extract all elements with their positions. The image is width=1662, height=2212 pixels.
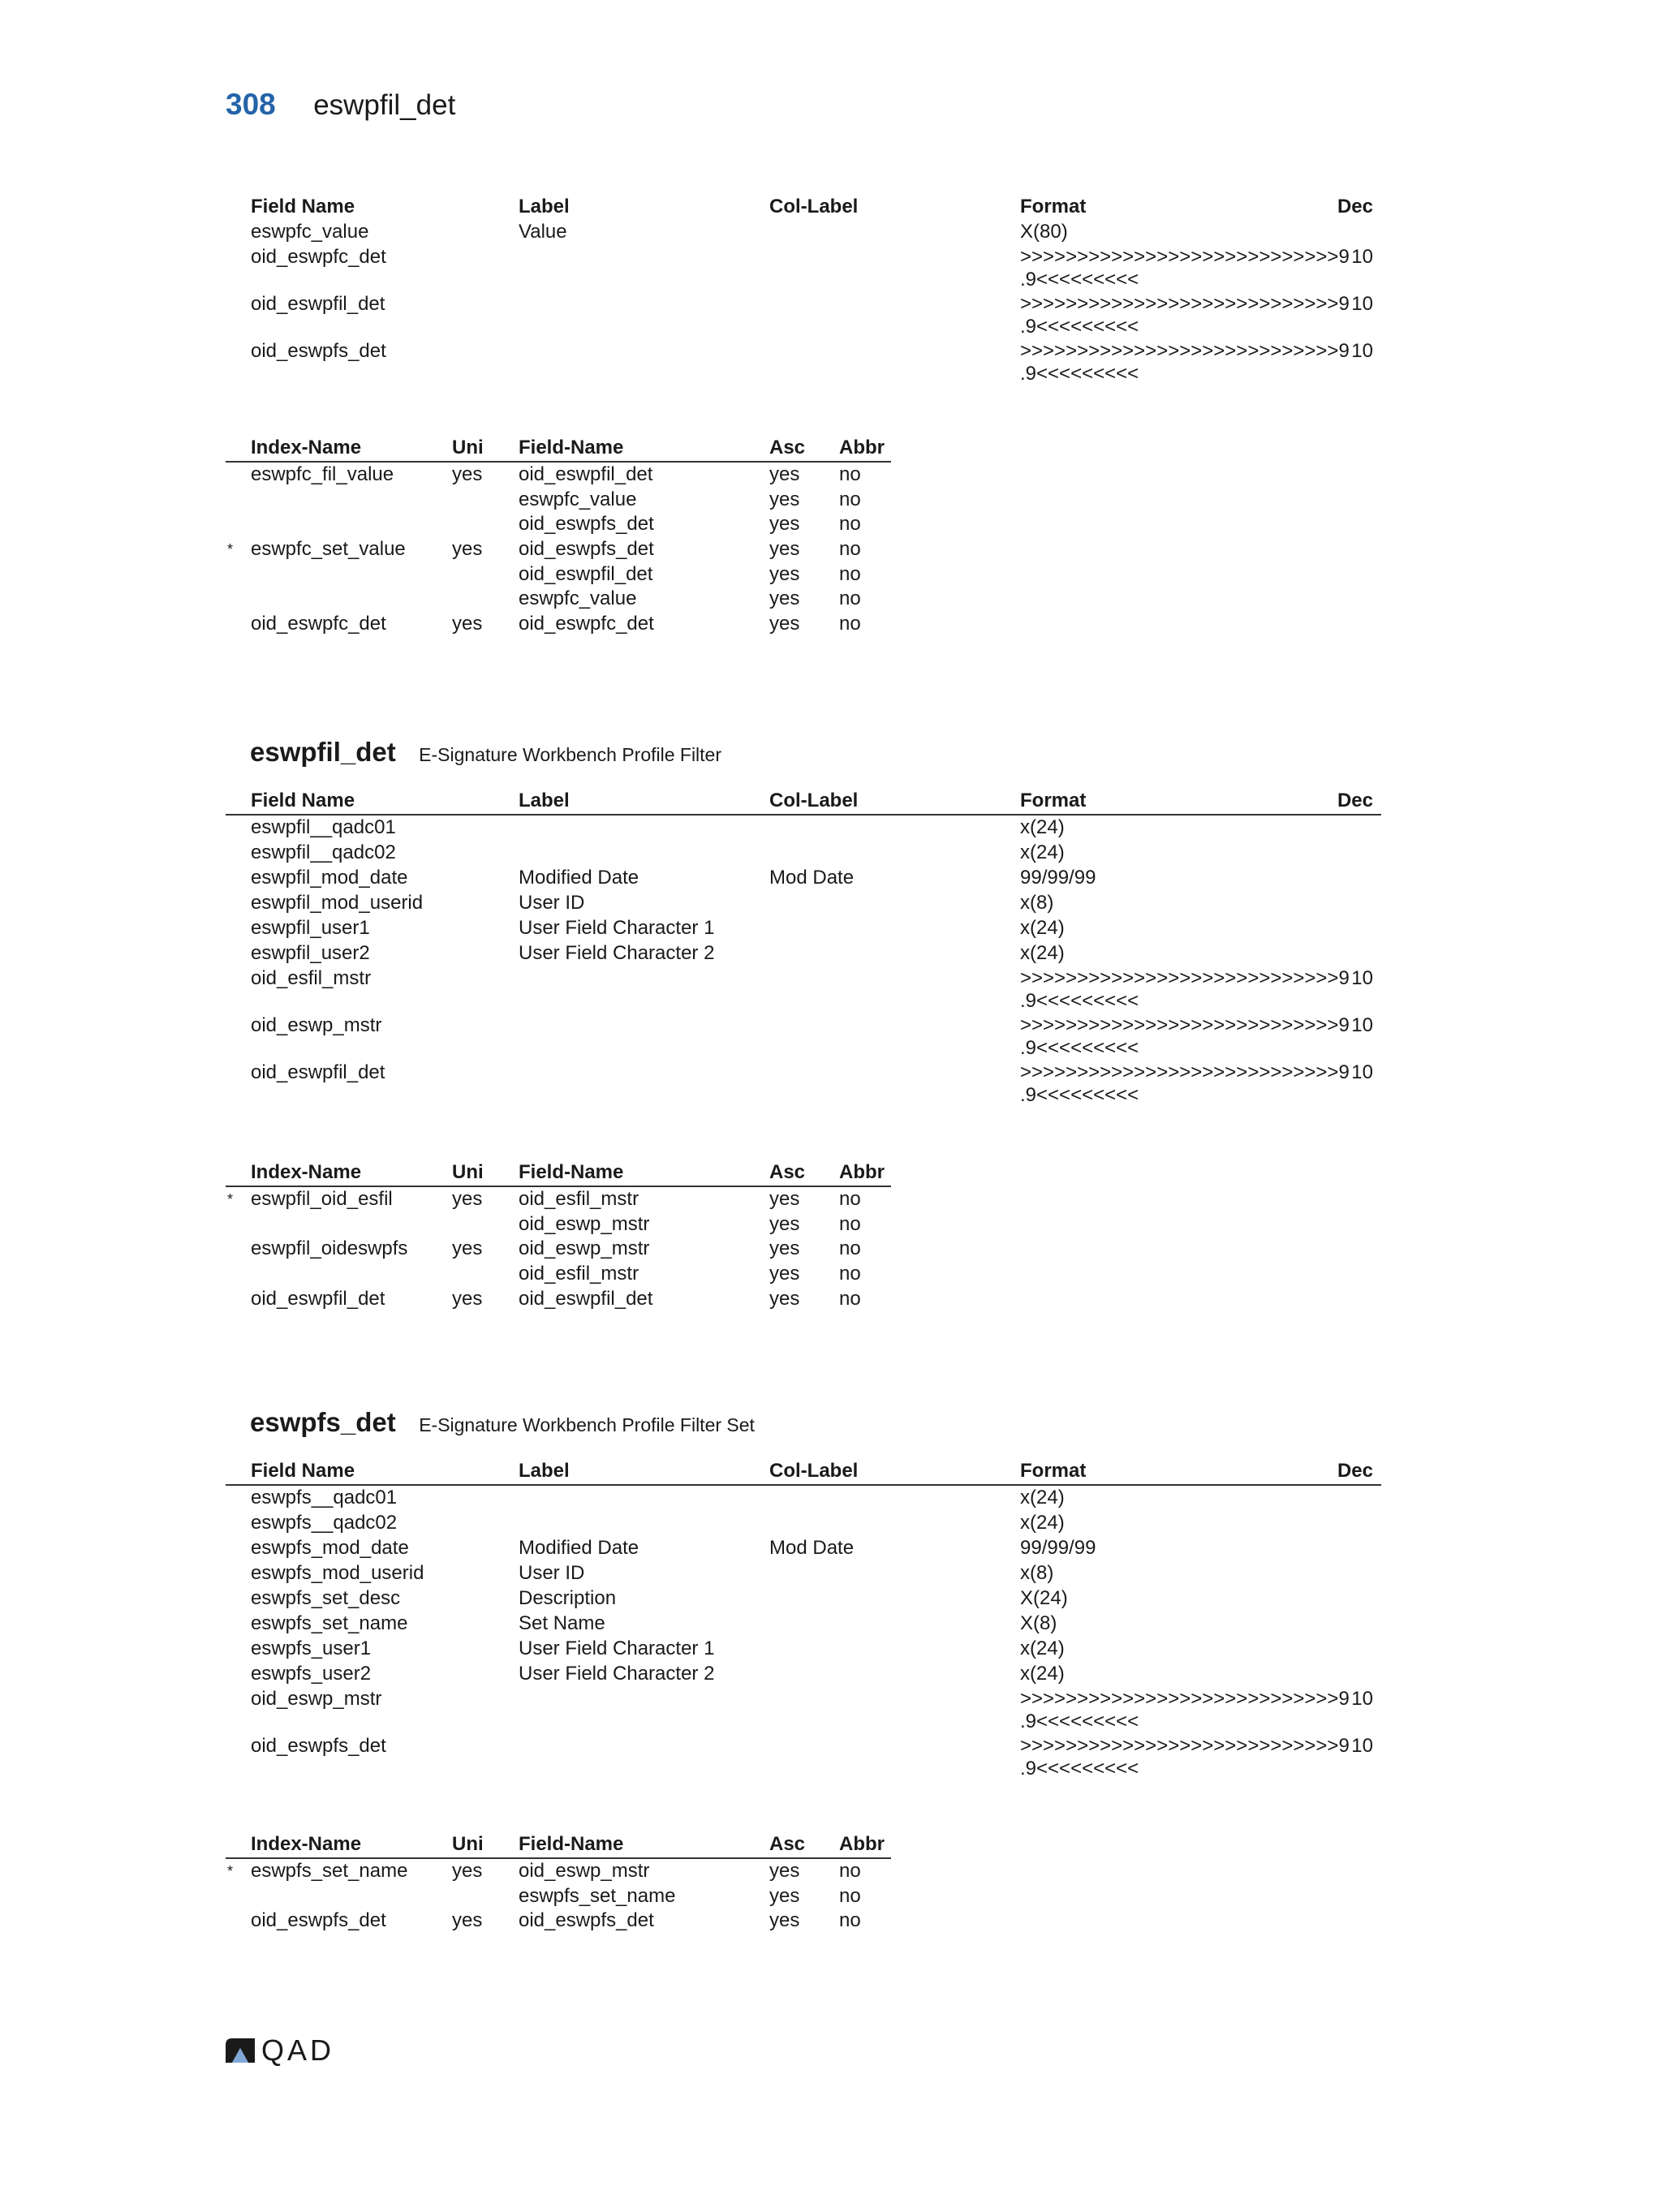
index-row <box>226 1859 891 1884</box>
field-row <box>226 866 1381 891</box>
field-row <box>226 1013 1381 1061</box>
col-index-name: Index-Name <box>251 1161 362 1183</box>
field-name: eswpfil__qadc02 <box>251 841 396 863</box>
table-heading <box>250 1407 755 1438</box>
index-field: oid_eswpfil_det <box>519 463 653 485</box>
field-row <box>226 245 1381 292</box>
index-abbr: no <box>839 1188 861 1210</box>
col-dec: Dec <box>1337 196 1373 217</box>
index-field: oid_eswpfc_det <box>519 613 654 635</box>
index-abbr: no <box>839 1263 861 1285</box>
index-asc: yes <box>769 1237 800 1260</box>
index-asc: yes <box>769 488 800 510</box>
field-format: x(24) <box>1020 1663 1065 1685</box>
field-label: Modified Date <box>519 1537 639 1559</box>
field-row <box>226 966 1381 1013</box>
field-format-cont: .9<<<<<<<<< <box>1020 1711 1139 1732</box>
field-label: User ID <box>519 892 585 914</box>
index-asc: yes <box>769 463 800 485</box>
index-row <box>226 537 891 562</box>
field-dec: 10 <box>1351 246 1373 268</box>
index-asc: yes <box>769 1884 800 1907</box>
index-field: eswpfc_value <box>519 587 637 610</box>
index-unique: yes <box>452 1188 483 1210</box>
col-label: Label <box>519 790 570 811</box>
fields-header <box>226 195 1381 220</box>
field-row <box>226 1511 1381 1536</box>
field-format: 99/99/99 <box>1020 1537 1096 1559</box>
field-row <box>226 1687 1381 1734</box>
index-asc: yes <box>769 562 800 585</box>
col-index-name: Index-Name <box>251 437 362 458</box>
index-abbr: no <box>839 1237 861 1260</box>
index-unique: yes <box>452 1237 483 1260</box>
index-row <box>226 612 891 637</box>
index-asc: yes <box>769 538 800 561</box>
index-field: oid_eswp_mstr <box>519 1212 650 1235</box>
index-field: oid_eswpfs_det <box>519 513 654 536</box>
index-asc: yes <box>769 1212 800 1235</box>
index-table-0 <box>226 436 891 637</box>
field-dec: 10 <box>1351 967 1373 989</box>
field-col-label: Mod Date <box>769 1537 855 1559</box>
index-abbr: no <box>839 538 861 561</box>
index-name: eswpfil_oid_esfil <box>251 1188 393 1210</box>
index-abbr: no <box>839 562 861 585</box>
index-unique: yes <box>452 463 483 485</box>
index-name: eswpfc_fil_value <box>251 463 394 485</box>
qad-logo-icon <box>224 2037 256 2064</box>
field-name: eswpfs_user1 <box>251 1637 372 1659</box>
index-table-1 <box>226 1160 891 1311</box>
col-dec: Dec <box>1337 1460 1373 1482</box>
field-row <box>226 1662 1381 1687</box>
qad-logo-text: QAD <box>261 2033 335 2067</box>
field-format: >>>>>>>>>>>>>>>>>>>>>>>>>>>>9 <box>1020 1688 1350 1710</box>
field-format-cont: .9<<<<<<<<< <box>1020 316 1139 338</box>
col-asc: Asc <box>769 437 806 458</box>
index-row <box>226 512 891 537</box>
field-format-cont: .9<<<<<<<<< <box>1020 1084 1139 1106</box>
index-row <box>226 1187 891 1212</box>
field-dec: 10 <box>1351 1014 1373 1036</box>
field-label: User Field Character 2 <box>519 942 715 964</box>
index-abbr: no <box>839 1909 861 1932</box>
index-field: oid_eswpfil_det <box>519 562 653 585</box>
field-row <box>226 1586 1381 1612</box>
fields-table-0 <box>226 195 1381 386</box>
field-format: x(8) <box>1020 1562 1054 1584</box>
field-format: x(24) <box>1020 816 1065 838</box>
field-name: oid_eswpfs_det <box>251 340 386 362</box>
col-uni: Uni <box>452 1833 484 1855</box>
table-name: eswpfs_det <box>250 1407 396 1437</box>
field-name: eswpfil_user1 <box>251 917 370 939</box>
field-row <box>226 1536 1381 1561</box>
field-format: x(24) <box>1020 942 1065 964</box>
index-header <box>226 1832 891 1859</box>
field-col-label: Mod Date <box>769 867 855 889</box>
index-asc: yes <box>769 587 800 610</box>
index-name: eswpfc_set_value <box>251 538 406 561</box>
index-name: oid_eswpfs_det <box>251 1909 386 1932</box>
col-field-name: Field Name <box>251 790 355 811</box>
field-name: oid_eswpfc_det <box>251 246 386 268</box>
field-label: User Field Character 1 <box>519 1637 715 1659</box>
index-table-2 <box>226 1832 891 1934</box>
field-format: x(24) <box>1020 1487 1065 1508</box>
field-name: oid_eswp_mstr <box>251 1688 382 1710</box>
field-format: >>>>>>>>>>>>>>>>>>>>>>>>>>>>9 <box>1020 1061 1350 1083</box>
field-dec: 10 <box>1351 1061 1373 1083</box>
field-format: 99/99/99 <box>1020 867 1096 889</box>
col-uni: Uni <box>452 437 484 458</box>
field-row <box>226 1734 1381 1781</box>
col-index-field-name: Field-Name <box>519 1833 624 1855</box>
field-label: User Field Character 1 <box>519 917 715 939</box>
field-name: eswpfs__qadc01 <box>251 1487 398 1508</box>
index-row <box>226 562 891 587</box>
col-dec: Dec <box>1337 790 1373 811</box>
col-abbr: Abbr <box>839 437 885 458</box>
fields-table-2 <box>226 1459 1381 1781</box>
index-row <box>226 1909 891 1934</box>
fields-header <box>226 789 1381 816</box>
col-uni: Uni <box>452 1161 484 1183</box>
field-name: eswpfs_mod_date <box>251 1537 409 1559</box>
field-name: eswpfil_mod_userid <box>251 892 424 914</box>
field-dec: 10 <box>1351 340 1373 362</box>
field-name: eswpfs_mod_userid <box>251 1562 424 1584</box>
field-format: >>>>>>>>>>>>>>>>>>>>>>>>>>>>9 <box>1020 1735 1350 1757</box>
field-row <box>226 891 1381 916</box>
field-row <box>226 916 1381 941</box>
table-description: E-Signature Workbench Profile Filter <box>419 744 722 765</box>
col-index-field-name: Field-Name <box>519 437 624 458</box>
index-row <box>226 1262 891 1287</box>
field-row <box>226 1486 1381 1511</box>
field-row <box>226 220 1381 245</box>
field-format: x(24) <box>1020 1637 1065 1659</box>
field-row <box>226 1061 1381 1108</box>
index-row <box>226 1212 891 1237</box>
index-field: oid_eswpfs_det <box>519 1909 654 1932</box>
index-abbr: no <box>839 587 861 610</box>
field-name: eswpfc_value <box>251 221 369 243</box>
index-row <box>226 1884 891 1909</box>
field-name: eswpfs_set_name <box>251 1612 408 1634</box>
col-col-label: Col-Label <box>769 790 859 811</box>
fields-header <box>226 1459 1381 1486</box>
field-label: Modified Date <box>519 867 639 889</box>
qad-logo <box>224 2033 334 2068</box>
index-field: oid_eswp_mstr <box>519 1860 650 1882</box>
table-description: E-Signature Workbench Profile Filter Set <box>419 1414 755 1435</box>
field-format: >>>>>>>>>>>>>>>>>>>>>>>>>>>>9 <box>1020 1014 1350 1036</box>
field-name: eswpfs_user2 <box>251 1663 372 1685</box>
index-name: eswpfs_set_name <box>251 1860 408 1882</box>
col-format: Format <box>1020 1460 1087 1482</box>
field-dec: 10 <box>1351 293 1373 315</box>
index-field: oid_eswpfil_det <box>519 1287 653 1310</box>
field-name: oid_esfil_mstr <box>251 967 372 989</box>
field-format: >>>>>>>>>>>>>>>>>>>>>>>>>>>>9 <box>1020 340 1350 362</box>
index-unique: yes <box>452 1860 483 1882</box>
col-label: Label <box>519 1460 570 1482</box>
index-row <box>226 463 891 488</box>
col-field-name: Field Name <box>251 1460 355 1482</box>
index-asc: yes <box>769 1860 800 1882</box>
col-index-name: Index-Name <box>251 1833 362 1855</box>
col-index-field-name: Field-Name <box>519 1161 624 1183</box>
field-format: X(8) <box>1020 1612 1057 1634</box>
field-name: oid_eswp_mstr <box>251 1014 382 1036</box>
field-format: >>>>>>>>>>>>>>>>>>>>>>>>>>>>9 <box>1020 967 1350 989</box>
index-field: eswpfs_set_name <box>519 1884 676 1907</box>
index-abbr: no <box>839 1884 861 1907</box>
index-row <box>226 1287 891 1312</box>
index-field: oid_esfil_mstr <box>519 1263 639 1285</box>
index-name: eswpfil_oideswpfs <box>251 1237 408 1260</box>
fields-table-1 <box>226 789 1381 1108</box>
table-heading <box>250 737 721 768</box>
field-row <box>226 841 1381 866</box>
col-field-name: Field Name <box>251 196 355 217</box>
field-label: Set Name <box>519 1612 605 1634</box>
col-format: Format <box>1020 790 1087 811</box>
index-asc: yes <box>769 1263 800 1285</box>
field-format-cont: .9<<<<<<<<< <box>1020 269 1139 290</box>
field-row <box>226 292 1381 339</box>
field-label: User ID <box>519 1562 585 1584</box>
field-row <box>226 941 1381 966</box>
table-name: eswpfil_det <box>250 737 396 767</box>
index-abbr: no <box>839 1287 861 1310</box>
page-header <box>226 88 455 122</box>
field-row <box>226 1637 1381 1662</box>
index-row <box>226 488 891 513</box>
field-name: eswpfs__qadc02 <box>251 1512 398 1534</box>
index-asc: yes <box>769 1287 800 1310</box>
field-name: oid_eswpfs_det <box>251 1735 386 1757</box>
index-field: eswpfc_value <box>519 488 637 510</box>
field-format: x(24) <box>1020 917 1065 939</box>
col-asc: Asc <box>769 1833 806 1855</box>
primary-index-marker: * <box>227 541 234 558</box>
index-name: oid_eswpfc_det <box>251 613 386 635</box>
field-format-cont: .9<<<<<<<<< <box>1020 990 1139 1012</box>
col-label: Label <box>519 196 570 217</box>
page-title: eswpfil_det <box>313 89 456 121</box>
index-asc: yes <box>769 1909 800 1932</box>
page-number: 308 <box>226 88 276 121</box>
field-format: >>>>>>>>>>>>>>>>>>>>>>>>>>>>9 <box>1020 246 1350 268</box>
index-unique: yes <box>452 1909 483 1932</box>
field-name: oid_eswpfil_det <box>251 293 385 315</box>
index-header <box>226 1160 891 1187</box>
col-col-label: Col-Label <box>769 1460 859 1482</box>
field-format: x(8) <box>1020 892 1054 914</box>
index-unique: yes <box>452 613 483 635</box>
index-abbr: no <box>839 1212 861 1235</box>
field-label: User Field Character 2 <box>519 1663 715 1685</box>
primary-index-marker: * <box>227 1191 234 1207</box>
index-name: oid_eswpfil_det <box>251 1287 385 1310</box>
field-format: x(24) <box>1020 841 1065 863</box>
index-asc: yes <box>769 513 800 536</box>
field-dec: 10 <box>1351 1688 1373 1710</box>
primary-index-marker: * <box>227 1863 234 1879</box>
field-name: oid_eswpfil_det <box>251 1061 385 1083</box>
col-format: Format <box>1020 196 1087 217</box>
field-row <box>226 339 1381 386</box>
field-row <box>226 1612 1381 1637</box>
col-abbr: Abbr <box>839 1833 885 1855</box>
field-name: eswpfil_mod_date <box>251 867 408 889</box>
field-format: x(24) <box>1020 1512 1065 1534</box>
index-field: oid_eswpfs_det <box>519 538 654 561</box>
field-name: eswpfil__qadc01 <box>251 816 396 838</box>
field-label: Value <box>519 221 567 243</box>
field-name: eswpfs_set_desc <box>251 1587 401 1609</box>
index-abbr: no <box>839 1860 861 1882</box>
col-asc: Asc <box>769 1161 806 1183</box>
field-format: X(80) <box>1020 221 1068 243</box>
index-asc: yes <box>769 1188 800 1210</box>
index-field: oid_eswp_mstr <box>519 1237 650 1260</box>
field-label: Description <box>519 1587 617 1609</box>
field-format: >>>>>>>>>>>>>>>>>>>>>>>>>>>>9 <box>1020 293 1350 315</box>
index-abbr: no <box>839 488 861 510</box>
index-row <box>226 1237 891 1262</box>
field-name: eswpfil_user2 <box>251 942 370 964</box>
field-format-cont: .9<<<<<<<<< <box>1020 1037 1139 1059</box>
col-col-label: Col-Label <box>769 196 859 217</box>
index-abbr: no <box>839 613 861 635</box>
field-row <box>226 1561 1381 1586</box>
field-format: X(24) <box>1020 1587 1068 1609</box>
field-format-cont: .9<<<<<<<<< <box>1020 363 1139 385</box>
index-abbr: no <box>839 513 861 536</box>
field-row <box>226 816 1381 841</box>
index-unique: yes <box>452 1287 483 1310</box>
field-format-cont: .9<<<<<<<<< <box>1020 1758 1139 1779</box>
index-abbr: no <box>839 463 861 485</box>
field-dec: 10 <box>1351 1735 1373 1757</box>
index-unique: yes <box>452 538 483 561</box>
index-field: oid_esfil_mstr <box>519 1188 639 1210</box>
index-row <box>226 587 891 612</box>
index-header <box>226 436 891 463</box>
col-abbr: Abbr <box>839 1161 885 1183</box>
index-asc: yes <box>769 613 800 635</box>
